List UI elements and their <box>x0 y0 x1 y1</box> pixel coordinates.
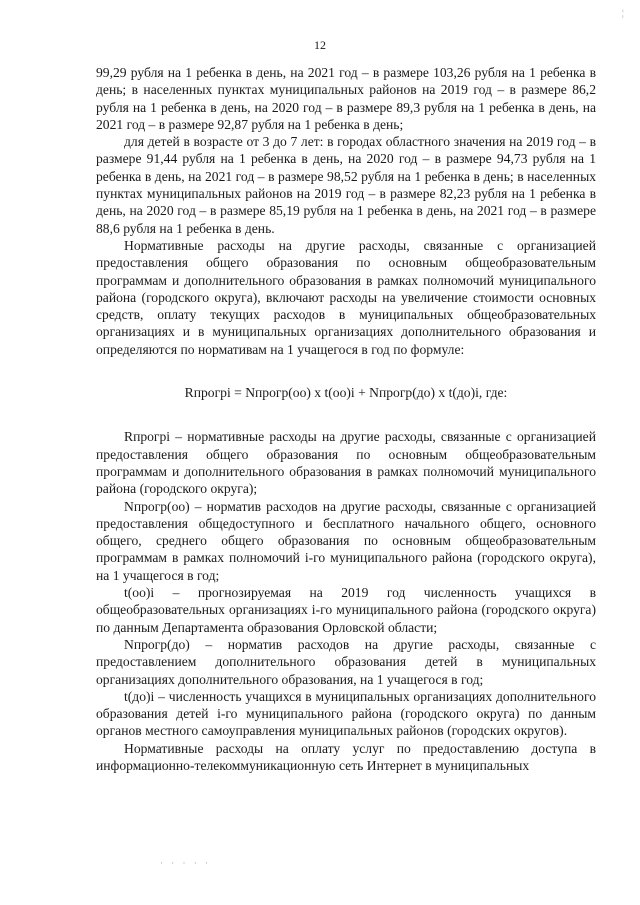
paragraph: для детей в возрасте от 3 до 7 лет: в городах областного значения на 2019 год – в размере 91,44 рубля на 1 ребенка в день, на 2020 год – в размере 94,73 рубля на 1 ребенка в день, на 2021 год – в размере 98,52 рубля на 1 ребенка в день; в населенных пунктах муниципальных районов на 2019 год – в размере 82,23 рубля на 1 ребенка в день, на 2020 год – в размере 85,19 рубля на 1 ребенка в день, на 2021 год – в размере 88,6 рубля на 1 ребенка в день. <box>96 134 596 236</box>
paragraph: Нормативные расходы на другие расходы, связанные с организацией предоставления общего образования по основным общеобразовательным программам и дополнительного образования в рамках полномочий муниципального района (городского округа), включают расходы на увеличение стоимости основных средств, оплату текущих расходов в муниципальных общеобразовательных организациях и в муниципальных организациях дополнительного образования и определяются по нормативам на 1 учащегося в год по формуле: <box>96 237 596 357</box>
formula: Rпрогрi = Nпрогр(оо) x t(оо)i + Nпрогр(до) x t(до)i, где: <box>184 385 508 401</box>
page-number: 12 <box>314 38 326 52</box>
document-body <box>96 64 596 774</box>
scan-mark: ¦ <box>622 8 624 18</box>
scan-mark: · · · · · <box>160 858 211 868</box>
definition-paragraph: t(до)i – численность учащихся в муниципальных организациях дополнительного образования детей i-го муниципального района (городского округа) по данным органов местного самоуправления муниципальных районов (городских округов). <box>96 688 596 739</box>
definition-paragraph: Nпрогр(до) – норматив расходов на другие расходы, связанные с предоставлением дополнительного образования детей в муниципальных организациях дополнительного образования, на 1 учащегося в год; <box>96 636 596 687</box>
definition-paragraph: t(оо)i – прогнозируемая на 2019 год численность учащихся в общеобразовательных организациях i-го муниципального района (городского округа) по данным Департамента образования Орловской области; <box>96 585 596 635</box>
definition-paragraph: Nпрогр(оо) – норматив расходов на другие расходы, связанные с организацией предоставления общедоступного и бесплатного начального общего, основного общего, среднего общего образования по основным общеобразовательным программам в рамках полномочий i-го муниципального района (городского округа), на 1 учащегося в год; <box>96 498 596 583</box>
definition-paragraph: Rпрогрi – нормативные расходы на другие расходы, связанные с организацией предоставления общего образования по основным общеобразовательным программам и дополнительного образования в рамках полномочий муниципального района (городского округа); <box>96 429 596 497</box>
paragraph: 99,29 рубля на 1 ребенка в день, на 2021 год – в размере 103,26 рубля на 1 ребенка в день; в населенных пунктах муниципальных районов на 2019 год – в размере 86,2 рубля на 1 ребенка в день, на 2020 год – в размере 89,3 рубля на 1 ребенка в день, на 2021 год – в размере 92,87 рубля на 1 ребенка в день; <box>96 65 596 132</box>
paragraph: Нормативные расходы на оплату услуг по предоставлению доступа в информационно-телекоммуникационную сеть Интернет в муниципальных <box>96 740 596 773</box>
